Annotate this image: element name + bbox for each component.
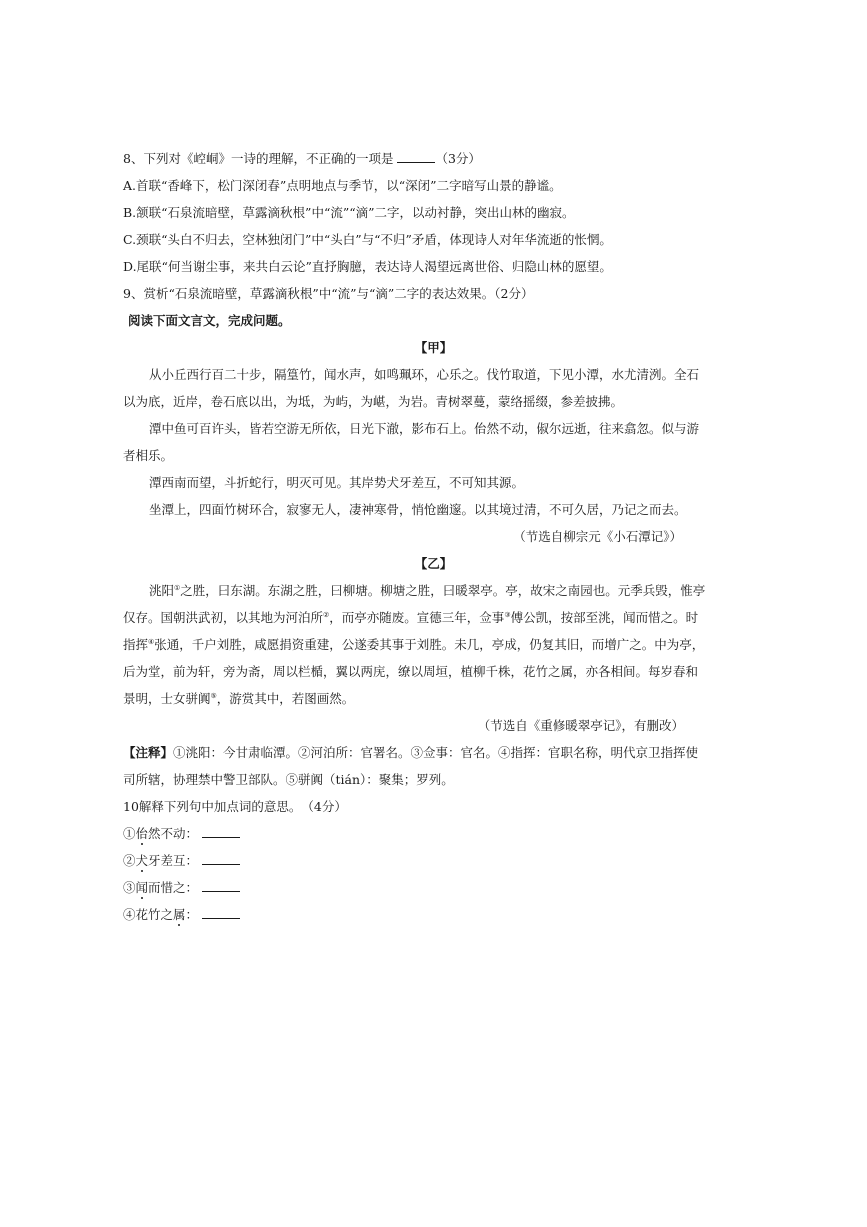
question-10-item: ③闻而惜之： — [123, 880, 240, 896]
question-10-item: ②犬牙差互： — [123, 853, 240, 869]
passage-jia-line: 坐潭上，四面竹树环合，寂寥无人，凄神寒骨，悄怆幽邃。以其境过清，不可久居，乃记之而去。 — [149, 502, 687, 517]
passage-jia-line: 从小丘西行百二十步，隔篁竹，闻水声，如鸣珮环，心乐之。伐竹取道，下见小潭，水尤清洌。全石 — [149, 367, 700, 382]
passage-yi-line: 仅存。国朝洪武初，以其地为河泊所②，而亭亦随废。宣德三年，佥事③傅公凯，按部至洮，闻而惜之。时 — [123, 610, 699, 625]
answer-blank[interactable] — [202, 854, 240, 865]
question-8-option-d: D.尾联“何当谢尘事，来共白云论”直抒胸臆，表达诗人渴望远离世俗、归隐山林的愿望。 — [123, 259, 612, 274]
passage-yi-line: 后为堂，前为轩，旁为斋，周以栏楯，翼以两庑，缭以周垣，植柳千株，花竹之属，亦各相间。每岁春和 — [123, 664, 699, 679]
passage-yi-line: 洮阳①之胜，曰东湖。东湖之胜，曰柳塘。柳塘之胜，曰暖翠亭。亭，故宋之南园也。元季兵毁，惟亭 — [149, 583, 706, 598]
answer-blank[interactable] — [202, 827, 240, 838]
question-9-stem: 9、赏析“石泉流暗壁，草露滴秋根”中“流”与“滴”二字的表达效果。（2分） — [123, 286, 534, 301]
question-10-stem: 10解释下列句中加点词的意思。 （4分） — [123, 799, 347, 814]
question-10-item: ④花竹之属： — [123, 907, 240, 923]
passage-yi-source: （节选自《重修暖翠亭记》，有删改） — [477, 718, 684, 733]
passage-yi-heading: 【乙】 — [414, 556, 453, 571]
passage-jia-line: 者相乐。 — [123, 448, 174, 463]
passage-yi-line: 指挥④张通，千户刘胜，咸愿捐资重建，公遂委其事于刘胜。未几，亭成，仍复其旧，而增广之。中为亭， — [123, 637, 705, 652]
passage-jia-line: 以为底，近岸，卷石底以出，为坻，为屿，为嵁，为岩。青树翠蔓，蒙络摇缀，参差披拂。 — [123, 394, 624, 409]
question-8-stem: 8、下列对《崆峒》一诗的理解，不正确的一项是 （3分） — [123, 151, 481, 166]
answer-blank[interactable] — [202, 881, 240, 892]
question-8-option-c: C.颈联“头白不归去，空林独闭门”中“头白”与“不归”矛盾，体现诗人对年华流逝的怅惘。 — [123, 232, 612, 247]
passage-jia-source: （节选自柳宗元《小石潭记》） — [513, 529, 682, 544]
question-10-item: ①佁然不动： — [123, 826, 240, 842]
notes-line: 【注释】①洮阳：今甘肃临潭。②河泊所：官署名。③佥事：官名。④指挥：官职名称，明代京卫指挥使 — [123, 745, 699, 760]
answer-blank[interactable] — [397, 152, 435, 163]
passage-jia-heading: 【甲】 — [414, 340, 453, 355]
passage-jia-line: 潭西南而望，斗折蛇行，明灭可见。其岸势犬牙差互，不可知其源。 — [149, 475, 525, 490]
passage-yi-line: 景明，士女骈阗⑤，游赏其中，若图画然。 — [123, 691, 355, 706]
passage-jia-line: 潭中鱼可百许头，皆若空游无所依，日光下澈，影布石上。佁然不动，俶尔远逝，往来翕忽。似与游 — [149, 421, 700, 436]
reading-instruction: 阅读下面文言文，完成问题。 — [128, 313, 291, 328]
notes-line: 司所辖，协理禁中警卫部队。⑤骈阗（tián）：聚集；罗列。 — [123, 772, 454, 787]
notes-label: 【注释】 — [123, 745, 174, 760]
question-8-option-a: A.首联“香峰下，松门深闭春”点明地点与季节，以“深闭”二字暗写山景的静谧。 — [123, 178, 562, 193]
question-8-option-b: B.颔联“石泉流暗壁，草露滴秋根”中“流”“滴”二字，以动衬静，突出山林的幽寂。 — [123, 205, 575, 220]
answer-blank[interactable] — [202, 908, 240, 919]
